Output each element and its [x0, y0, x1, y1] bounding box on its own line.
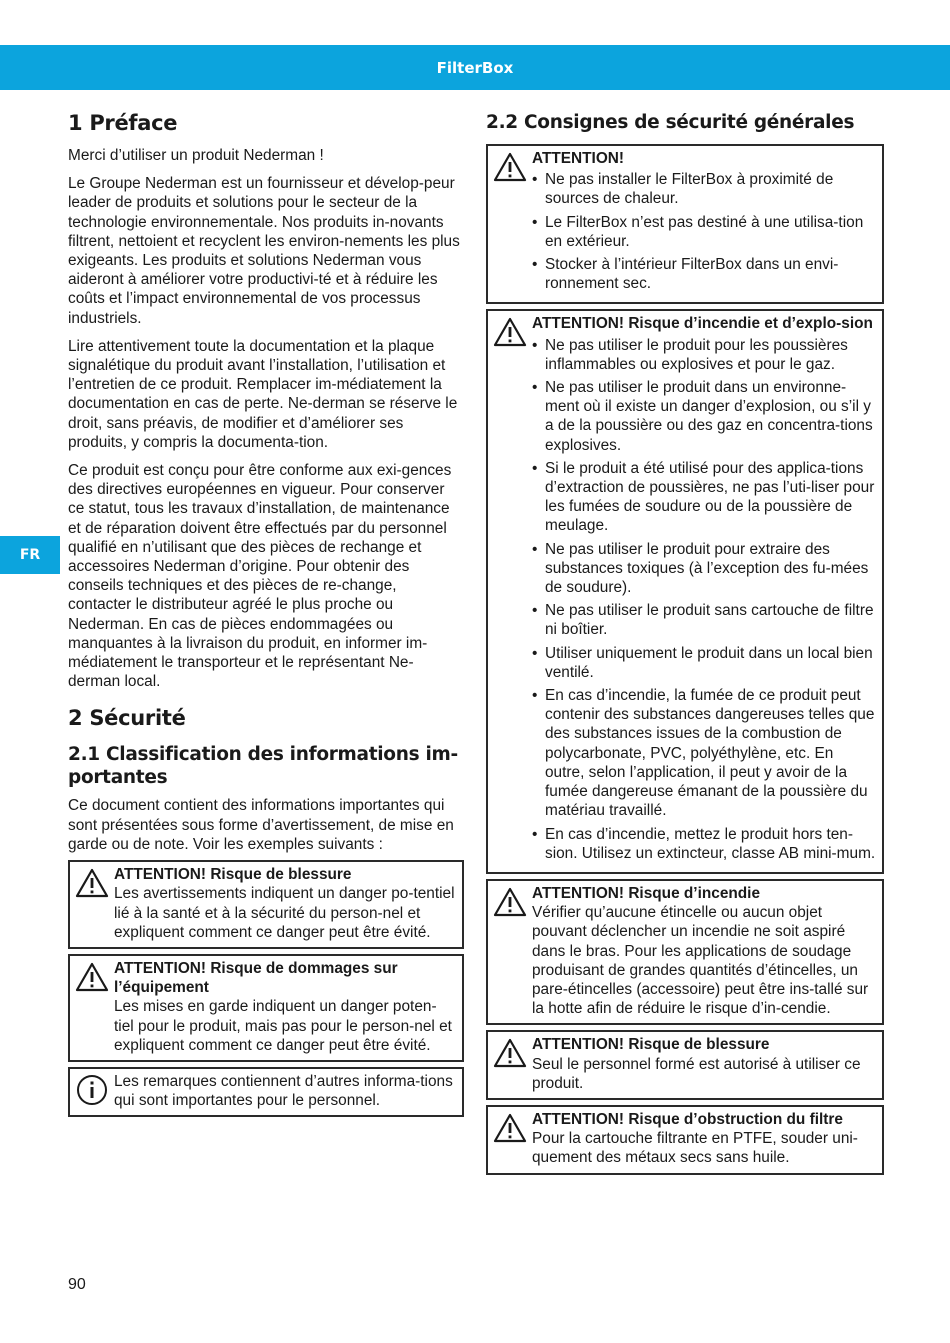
warning-text: Seul le personnel formé est autorisé à utiliser ce produit.	[532, 1055, 861, 1092]
warning-text: Vérifier qu’aucune étincelle ou aucun objet pouvant déclencher un incendie ne soit aspiré dans le bras. Pour les applications de soudage produisant de grandes quantités d’étincelles, un pare-étincelles (accessoire) peut être ins-tallé sur la hotte afin de réduire le risque d’in-cendie.	[532, 904, 869, 1018]
page-number: 90	[68, 1276, 86, 1293]
warning-box-equipment	[68, 954, 464, 1062]
language-label: FR	[19, 547, 41, 563]
warning-title: ATTENTION!	[532, 150, 625, 167]
list-item: • En cas d’incendie, la fumée de ce produit peut contenir des substances dangereuses telles que des substances issues de la combustion de polycarbonate, PVC, polyéthylène, etc. En outre, selon l’application, il peut y avoir de la fumée dangereuse émanant de la poussière du matériau travaillé.	[532, 686, 876, 820]
note-box	[68, 1067, 464, 1117]
list-item: • En cas d’incendie, mettez le produit hors ten-sion. Utilisez un extincteur, classe AB mini-mum.	[532, 825, 876, 863]
warning-list	[532, 336, 876, 863]
left-column	[68, 110, 464, 1122]
paragraph-documentation: Lire attentivement toute la documentation et la plaque signalétique du produit avant l’installation, l’utilisation et l’entretien de ce produit. Remplacer im-médiatement la documentation en cas de perte. Ne-derman se réserve le droit, sans préavis, de modifier et d’améliorer ses produits, y compris la documenta-tion.	[68, 337, 458, 451]
list-item: • Utiliser uniquement le produit dans un local bien ventilé.	[532, 644, 876, 682]
warning-box-injury-trained	[486, 1030, 884, 1100]
warning-text: Les avertissements indiquent un danger po-tentiel lié à la santé et à la sécurité du person-nel et expliquent comment ce danger peut être évité.	[114, 885, 455, 941]
language-tab	[0, 536, 60, 574]
warning-box-general	[486, 144, 884, 304]
warning-triangle-icon	[493, 887, 527, 917]
warning-title: ATTENTION! Risque d’incendie et d’explo-sion	[532, 315, 873, 333]
list-item: • Ne pas utiliser le produit dans un environne-ment où il existe un danger d’explosion, ou s’il y a de la poussière ou des gaz en concentra-tions explosives.	[532, 378, 876, 455]
warning-title: ATTENTION! Risque de blessure	[532, 1036, 770, 1054]
paragraph-conformity: Ce produit est conçu pour être conforme aux exi-gences des directives européennes en vigueur. Pour conserver ce statut, tous les travaux d’installation, de maintenance et de réparation doivent être effectués par du personnel qualifié en n’utilisant que des pièces de rechange et accessoires Nederman d’origine. Pour obtenir des conseils techniques et des pièces de re-change, contacter le distributeur agréé le plus proche ou Nederman. En cas de pièces endommagées ou manquantes à la livraison du produit, en informer im-médiatement le transporteur et le représentant Ne-derman local.	[68, 462, 452, 691]
list-item: • Ne pas utiliser le produit pour les poussières inflammables ou explosives et pour le gaz.	[532, 336, 876, 374]
warning-triangle-icon	[493, 317, 527, 347]
list-item: • Stocker à l’intérieur FilterBox dans un envi-ronnement sec.	[532, 255, 876, 293]
warning-title: ATTENTION! Risque de dommages sur l’équipement	[114, 959, 398, 997]
warning-title: ATTENTION! Risque de blessure	[114, 866, 352, 884]
list-item: • Ne pas utiliser le produit pour extraire des substances toxiques (à l’exception des fu-mées de soudure).	[532, 540, 876, 598]
right-column	[486, 110, 884, 1180]
paragraph-thanks: Merci d’utiliser un produit Nederman !	[68, 147, 324, 164]
warning-list	[532, 170, 876, 293]
warning-box-fire-explosion	[486, 309, 884, 873]
heading-preface: 1 Préface	[68, 111, 178, 135]
header-title: FilterBox	[436, 58, 514, 77]
warning-box-injury	[68, 860, 464, 949]
warning-triangle-icon	[75, 962, 109, 992]
warning-title: ATTENTION! Risque d’obstruction du filtre	[532, 1110, 843, 1128]
warning-box-fire	[486, 879, 884, 1025]
info-icon	[76, 1074, 108, 1106]
list-item: • Ne pas installer le FilterBox à proximité de sources de chaleur.	[532, 170, 876, 208]
warning-title: ATTENTION! Risque d’incendie	[532, 884, 761, 902]
paragraph-classification: Ce document contient des informations importantes qui sont présentées sous forme d’avertissement, de mise en garde ou de note. Voir les exemples suivants :	[68, 797, 454, 853]
warning-text: Les mises en garde indiquent un danger poten-tiel pour le produit, mais pas pour le person-nel et expliquent comment ce danger peut être évité.	[114, 998, 452, 1054]
heading-classification: 2.1 Classification des informations im-portantes	[68, 744, 458, 789]
header-bar	[0, 45, 950, 90]
warning-triangle-icon	[493, 1113, 527, 1143]
warning-box-filter-clogging	[486, 1105, 884, 1175]
heading-consignes: 2.2 Consignes de sécurité générales	[486, 112, 855, 133]
warning-triangle-icon	[493, 1038, 527, 1068]
warning-text: Pour la cartouche filtrante en PTFE, souder uni-quement des métaux secs sans huile.	[532, 1130, 858, 1167]
list-item: • Le FilterBox n’est pas destiné à une utilisa-tion en extérieur.	[532, 213, 876, 251]
list-item: • Si le produit a été utilisé pour des applica-tions d’extraction de poussières, ne pas l’uti-liser pour les fumées de soudure ou de la poussière de meulage.	[532, 459, 876, 536]
list-item: • Ne pas utiliser le produit sans cartouche de filtre ni boîtier.	[532, 601, 876, 639]
warning-triangle-icon	[493, 152, 527, 182]
warning-triangle-icon	[75, 868, 109, 898]
note-text: Les remarques contiennent d’autres informa-tions qui sont importantes pour le personnel.	[114, 1072, 453, 1110]
paragraph-group: Le Groupe Nederman est un fournisseur et dévelop-peur leader de produits et solutions pour le secteur de la technologie environnementale. Nos produits in-novants filtrent, nettoient et recyclent les environ-nements les plus exigeants. Les produits et solutions Nederman vous aideront à améliorer votre productivi-té et à réduire les coûts et l’impact environnemental de vos processus industriels.	[68, 175, 460, 327]
heading-securite: 2 Sécurité	[68, 706, 186, 731]
